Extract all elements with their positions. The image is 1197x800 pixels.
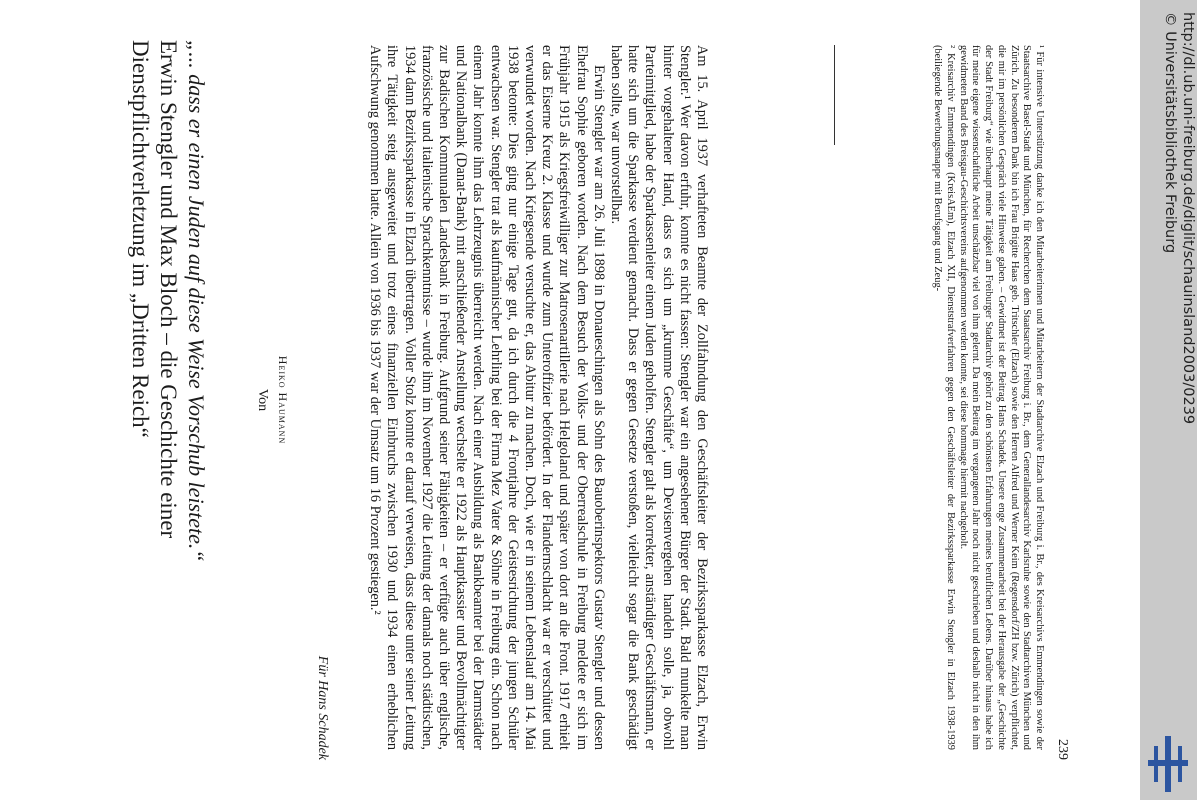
body-paragraph-2: Erwin Stengler war am 26. Juli 1898 in Donaueschingen als Sohn des Bauoberinspektors Gustav Stengler und dessen Ehefrau Sophie geboren worden. Nach dem Besuch der Volks- und der Oberrealschule in Freiburg meldete er sich im Frühjahr 1915 als Kriegsfreiwilliger zur Matrosenartillerie nach Helgoland und später von dort an die Front. 1917 erhielt er das Eiserne Kreuz 2. Klasse und wurde zum Unteroffizier befördert. In der Flandernschlacht war er verschüttet und verwundet worden. Nach Kriegsende versuchte er, das Abitur zu machen. Doch, wie er in seinem Lebenslauf am 14. Mai 1938 betonte: Dies ging nur einige Tage gut, da ich durch die 4 Frontjahre der Geistesrichtung der jungen Schüler entwachsen war. Stengler trat als kaufmännischer Lehrling bei der Firma Mez Vater & Söhne in Freiburg ein. Schon nach einem Jahr konnte ihm das Lehrzeugnis überreicht werden. Nach einer Ausbildung als Bankbeamter bei der Darmstädter und Nationalbank (Danat-Bank) mit anschließender Anstellung wechselte er 1922 als Hauptkassier und Bevollmächtigter zur Badischen Kommunalen Landesbank in Freiburg. Aufgrund seiner Fähigkeiten – er verfügte auch über englische, französische und italienische Sprachkenntnisse – wurde ihm im November 1927 die Leitung der damals noch städtischen, 1934 dann Bezirkssparkasse in Elzach übertragen. Voller Stolz konnte er darauf verweisen, dass diese unter seiner Leitung ihre Tätigkeit steig ausgeweitet und trotz eines finanziellen Einbruchs zwischen 1930 und 1934 einen erheblichen Aufschwung genommen hatte. Allein von 1936 bis 1937 war der Umsatz um 16 Prozent gestiegen.²: [367, 45, 607, 750]
byline-author: Heiko Haumann: [276, 355, 290, 445]
body-paragraph-1: Am 15. April 1937 verhafteten Beamte der Zollfahndung den Geschäftsleiter der Bezirkssparkasse Elzach, Erwin Stengler.¹ Wer davon erfuhr, konnte es nicht fassen: Stengler war ein angesehener Bürger der Stadt. Bald munkelte man hinter vorgehaltener Hand, dass es sich um „krumme Geschäfte“, um Devisenvergehen handeln solle, ja, obwohl Parteimitglied, habe der Sparkassenleiter einem Juden geholfen. Stengler galt als korrekter, anständiger Geschäftsmann, er hatte sich um die Sparkasse verdient gemacht. Dass er gegen Gesetze verstoßen, vielleicht sogar die Bank geschädigt haben sollte, war unvorstellbar.: [607, 45, 710, 750]
logo-bar: [1165, 736, 1171, 792]
logo-bar: [1178, 746, 1182, 782]
article-title: [126, 40, 182, 760]
footnote-2: ² Kreisarchiv Emmendingen (KreisAEm), Elzach XII, Dienststrafverfahren gegen den Geschäftsleiter der Bezirkssparkasse Erwin Stengler in Elzach 1938-1939 (beiliegende Bewerbungsmappe mit Berufsgang und Zeug-: [932, 45, 957, 750]
footnotes: [931, 45, 1045, 750]
source-url-link[interactable]: http://dl.ub.uni-freiburg.de/diglit/schauinsland2003/0239: [1180, 12, 1196, 425]
byline-von: Von: [255, 388, 270, 412]
page-number: 239: [1055, 739, 1070, 760]
article-header: [126, 40, 210, 760]
copyright-notice: © Universitätsbibliothek Freiburg: [1162, 12, 1178, 254]
footnote-divider: [834, 45, 835, 145]
ub-freiburg-logo-icon[interactable]: [1148, 736, 1188, 792]
body-text: [366, 45, 710, 750]
article-title-line-2: Dienstpflichtverletzung im „Dritten Reich“: [128, 40, 153, 438]
logo-bar: [1154, 746, 1158, 782]
article-kicker: „... dass er einen Juden auf diese Weise Vorschub leistete.“: [184, 40, 209, 562]
article-title-line-1: Erwin Stengler und Max Bloch – die Geschichte einer: [156, 40, 181, 539]
footnote-1: ¹ Für intensive Unterstützung danke ich den Mitarbeiterinnen und Mitarbeitern der Stadtarchive Elzach und Freiburg i. Br., des Kreisarchivs Emmendingen sowie der Staatsarchive Basel-Stadt und München, für Recherchen dem Staatsarchiv Freiburg i. Br., dem Generallandesarchiv Karlsruhe sowie den Stadtarchiven München und Zürich. Zu besonderem Dank bin ich Frau Brigitte Haas geb. Tritschler (Elzach) sowie den Herren Alfred und Werner Keim (Regensdorf/ZH bzw. Zürich) verpflichtet, die mir im persönlichen Gespräch viele Hinweise gaben. – Gewidmet ist der Beitrag Hans Schadek. Unsere enge Zusammenarbeit bei der Herausgabe der „Geschichte der Stadt Freiburg“ wie überhaupt meine Tätigkeit am Freiburger Stadtarchiv gehört zu den schönsten Erfahrungen meines beruflichen Lebens. Darüber hinaus habe ich für meine eigene wissenschaftliche Arbeit unschätzbar viel von ihm gelernt. Da mein Beitrag im vergangenen Jahr noch nicht geschrieben und deshalb nicht in den ihm gewidmeten Band des Breisgau-Geschichtsvereins aufgenommen werden konnte, sei diese hommage hiermit nachgeholt.: [957, 45, 1045, 750]
sidebar-text: [1152, 12, 1197, 747]
dedication: Für Hans Schadek: [315, 655, 330, 760]
